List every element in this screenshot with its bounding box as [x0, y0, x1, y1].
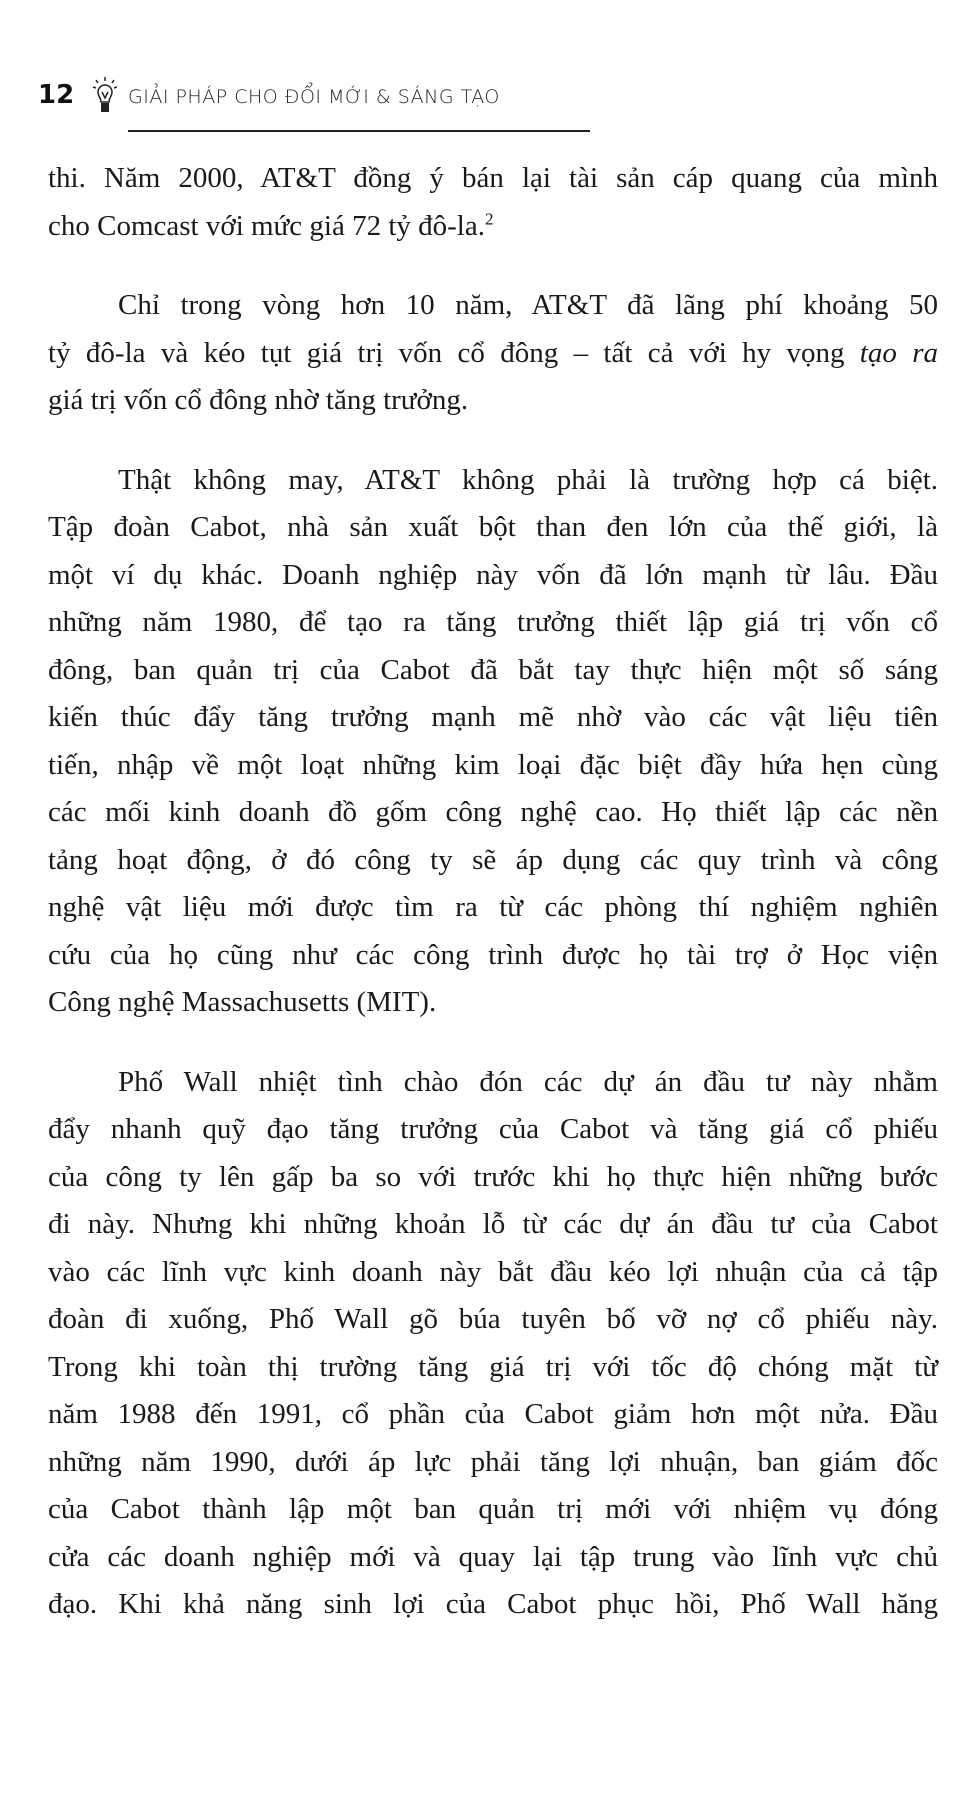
text-line: [48, 1201, 938, 1249]
text-run: đi này. Nhưng khi những khoản lỗ từ các dự án đầu tư của Cabot: [48, 1208, 938, 1240]
text-run: tiến, nhập về một loạt những kim loại đặc biệt đầy hứa hẹn cùng: [48, 748, 938, 781]
text-line: [48, 457, 938, 505]
running-title: GIẢI PHÁP CHO ĐỔI MỚI & SÁNG TẠO: [128, 86, 500, 108]
text-run: Chỉ trong vòng hơn 10 năm, AT&T đã lãng phí khoảng 50: [118, 289, 938, 321]
lightbulb-icon: [92, 76, 118, 116]
text-line: [48, 1534, 938, 1582]
text-run: Phố Wall nhiệt tình chào đón các dự án đầu tư này nhằm: [118, 1065, 938, 1098]
text-run: tảng hoạt động, ở đó công ty sẽ áp dụng các quy trình và công: [48, 843, 938, 876]
text-line: [48, 1106, 938, 1154]
text-run: những năm 1980, để tạo ra tăng trưởng thiết lập giá trị vốn cổ: [48, 606, 938, 638]
paragraph: [48, 457, 938, 1027]
text-line: [48, 1249, 938, 1297]
text-line: [48, 742, 938, 790]
text-run: giá trị vốn cổ đông nhờ tăng trưởng.: [48, 384, 469, 416]
text-line: [48, 1486, 938, 1534]
text-run: cửa các doanh nghiệp mới và quay lại tập trung vào lĩnh vực chủ: [48, 1540, 938, 1573]
text-line: [48, 979, 938, 1027]
text-line: [48, 377, 938, 425]
text-line: [48, 837, 938, 885]
text-line: [48, 789, 938, 837]
text-run: tỷ đô-la và kéo tụt giá trị vốn cổ đông – tất cả với hy vọng: [48, 336, 860, 369]
text-run: một ví dụ khác. Doanh nghiệp này vốn đã lớn mạnh từ lâu. Đầu: [48, 558, 938, 591]
text-run: thi. Năm 2000, AT&T đồng ý bán lại tài sản cáp quang của mình: [48, 162, 938, 194]
text-line: [48, 884, 938, 932]
text-line: [48, 1581, 938, 1629]
text-line: [48, 1439, 938, 1487]
text-run: Trong khi toàn thị trường tăng giá trị với tốc độ chóng mặt từ: [48, 1350, 938, 1383]
text-run: đẩy nhanh quỹ đạo tăng trưởng của Cabot và tăng giá cổ phiếu: [48, 1113, 938, 1145]
text-line: [48, 599, 938, 647]
page-number: 12: [38, 80, 75, 110]
text-run: đoàn đi xuống, Phố Wall gõ búa tuyên bố vỡ nợ cổ phiếu này.: [48, 1303, 938, 1335]
text-run: nghệ vật liệu mới được tìm ra từ các phòng thí nghiệm nghiên: [48, 891, 938, 923]
text-line: [48, 694, 938, 742]
text-line: [48, 203, 938, 251]
italic-text: tạo ra: [859, 336, 938, 369]
text-line: [48, 1296, 938, 1344]
text-run: những năm 1990, dưới áp lực phải tăng lợi nhuận, ban giám đốc: [48, 1445, 938, 1478]
text-run: đông, ban quản trị của Cabot đã bắt tay thực hiện một số sáng: [48, 653, 938, 686]
text-run: cứu của họ cũng như các công trình được họ tài trợ ở Học viện: [48, 938, 938, 971]
paragraph: [48, 155, 938, 250]
text-run: của Cabot thành lập một ban quản trị mới với nhiệm vụ đóng: [48, 1493, 938, 1525]
text-run: Công nghệ Massachusetts (MIT).: [48, 986, 437, 1018]
text-line: [48, 282, 938, 330]
text-line: [48, 1391, 938, 1439]
text-run: của công ty lên gấp ba so với trước khi họ thực hiện những bước: [48, 1160, 938, 1193]
text-line: [48, 1059, 938, 1107]
text-run: đạo. Khi khả năng sinh lợi của Cabot phục hồi, Phố Wall hăng: [48, 1588, 938, 1620]
text-run: năm 1988 đến 1991, cổ phần của Cabot giảm hơn một nửa. Đầu: [48, 1398, 938, 1430]
text-run: các mối kinh doanh đồ gốm công nghệ cao. Họ thiết lập các nền: [48, 796, 938, 828]
text-line: [48, 647, 938, 695]
text-run: kiến thúc đẩy tăng trưởng mạnh mẽ nhờ vào các vật liệu tiên: [48, 701, 938, 733]
text-line: [48, 1344, 938, 1392]
body-text: [48, 155, 938, 1661]
text-run: Tập đoàn Cabot, nhà sản xuất bột than đen lớn của thế giới, là: [48, 511, 938, 543]
text-line: [48, 330, 938, 378]
text-line: [48, 932, 938, 980]
paragraph: [48, 1059, 938, 1629]
text-line: [48, 504, 938, 552]
text-run: vào các lĩnh vực kinh doanh này bắt đầu kéo lợi nhuận của cả tập: [48, 1255, 938, 1288]
paragraph: [48, 282, 938, 425]
header-rule: [128, 130, 590, 132]
text-line: [48, 155, 938, 203]
text-run: cho Comcast với mức giá 72 tỷ đô-la.: [48, 209, 485, 242]
text-run: Thật không may, AT&T không phải là trường hợp cá biệt.: [118, 463, 938, 496]
footnote-ref: 2: [484, 208, 494, 228]
text-line: [48, 1154, 938, 1202]
text-line: [48, 552, 938, 600]
